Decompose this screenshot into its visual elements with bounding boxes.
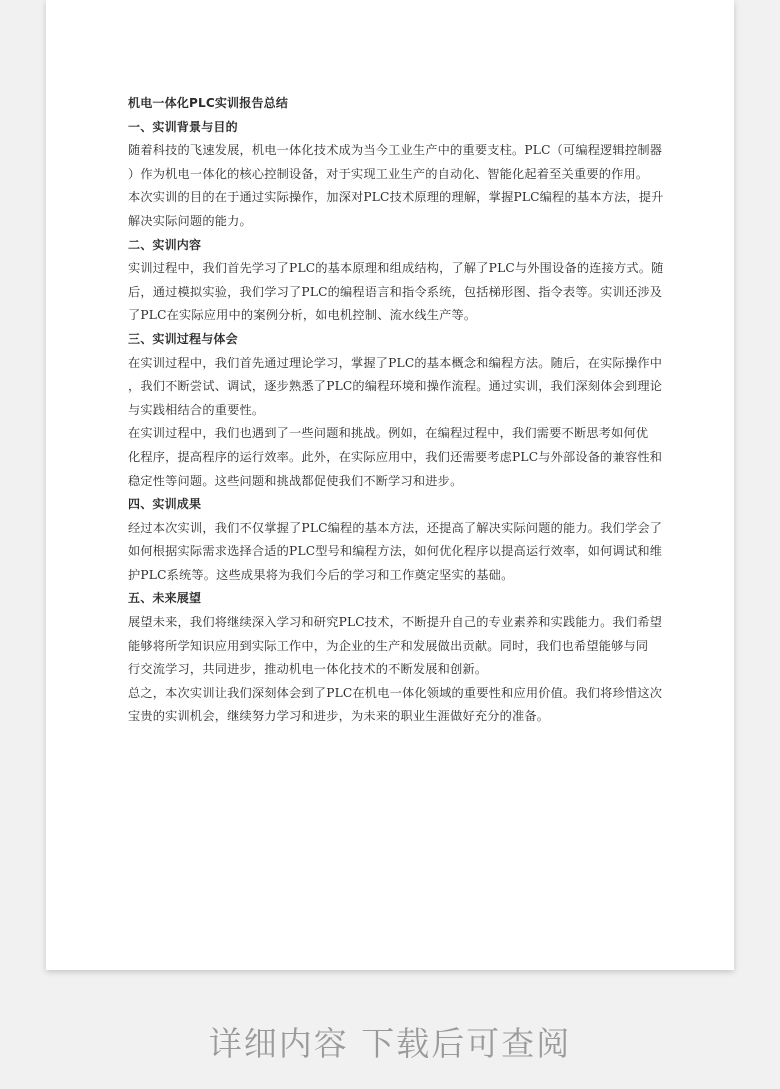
paragraph-line: 在实训过程中，我们也遇到了一些问题和挑战。例如，在编程过程中，我们需要不断思考如何优 bbox=[128, 426, 649, 441]
paragraph-line: 能够将所学知识应用到实际工作中，为企业的生产和发展做出贡献。同时，我们也希望能够与同 bbox=[128, 638, 649, 653]
section-heading: 二、实训内容 bbox=[128, 237, 202, 252]
paragraph-line: 化程序，提高程序的运行效率。此外，在实际应用中，我们还需要考虑PLC与外部设备的兼容性和 bbox=[128, 449, 663, 464]
download-prompt[interactable]: 详细内容 下载后可查阅 bbox=[208, 1024, 572, 1063]
paragraph-line: 如何根据实际需求选择合适的PLC型号和编程方法，如何优化程序以提高运行效率，如何调试和维 bbox=[128, 544, 663, 559]
paragraph-line: ，我们不断尝试、调试，逐步熟悉了PLC的编程环境和操作流程。通过实训，我们深刻体会到理论 bbox=[128, 379, 663, 394]
section-heading: 机电一体化PLC实训报告总结 bbox=[128, 96, 289, 110]
paragraph-line: 稳定性等问题。这些问题和挑战都促使我们不断学习和进步。 bbox=[128, 473, 463, 488]
paragraph-line: 行交流学习，共同进步，推动机电一体化技术的不断发展和创新。 bbox=[128, 662, 488, 677]
paragraph-line: 实训过程中，我们首先学习了PLC的基本原理和组成结构，了解了PLC与外围设备的连接方式。随 bbox=[128, 261, 664, 276]
paragraph-line: 经过本次实训，我们不仅掌握了PLC编程的基本方法，还提高了解决实际问题的能力。我们学会了 bbox=[128, 520, 663, 535]
paragraph-line: 解决实际问题的能力。 bbox=[128, 213, 252, 228]
document-page bbox=[46, 0, 734, 970]
document-body bbox=[128, 92, 726, 729]
paragraph-line: 与实践相结合的重要性。 bbox=[128, 402, 265, 417]
paragraph-line: 了PLC在实际应用中的案例分析，如电机控制、流水线生产等。 bbox=[128, 308, 477, 323]
section-heading: 四、实训成果 bbox=[128, 497, 202, 512]
section-heading: 一、实训背景与目的 bbox=[128, 119, 238, 134]
paragraph-line: 宝贵的实训机会，继续努力学习和进步，为未来的职业生涯做好充分的准备。 bbox=[128, 709, 550, 724]
paragraph-line: 护PLC系统等。这些成果将为我们今后的学习和工作奠定坚实的基础。 bbox=[128, 567, 514, 582]
paragraph-line: 随着科技的飞速发展，机电一体化技术成为当今工业生产中的重要支柱。PLC（可编程逻辑控制器 bbox=[128, 143, 663, 158]
section-heading: 五、未来展望 bbox=[128, 591, 202, 606]
section-heading: 三、实训过程与体会 bbox=[128, 331, 238, 346]
paragraph-line: 在实训过程中，我们首先通过理论学习，掌握了PLC的基本概念和编程方法。随后，在实际操作中 bbox=[128, 355, 663, 370]
paragraph-line: ）作为机电一体化的核心控制设备，对于实现工业生产的自动化、智能化起着至关重要的作用。 bbox=[128, 166, 649, 181]
paragraph-line: 总之，本次实训让我们深刻体会到了PLC在机电一体化领域的重要性和应用价值。我们将珍惜这次 bbox=[128, 685, 663, 700]
paragraph-line: 展望未来，我们将继续深入学习和研究PLC技术，不断提升自己的专业素养和实践能力。我们希望 bbox=[128, 615, 663, 630]
paragraph-line: 本次实训的目的在于通过实际操作，加深对PLC技术原理的理解，掌握PLC编程的基本方法，提升 bbox=[128, 190, 664, 205]
paragraph-line: 后，通过模拟实验，我们学习了PLC的编程语言和指令系统，包括梯形图、指令表等。实训还涉及 bbox=[128, 284, 663, 299]
